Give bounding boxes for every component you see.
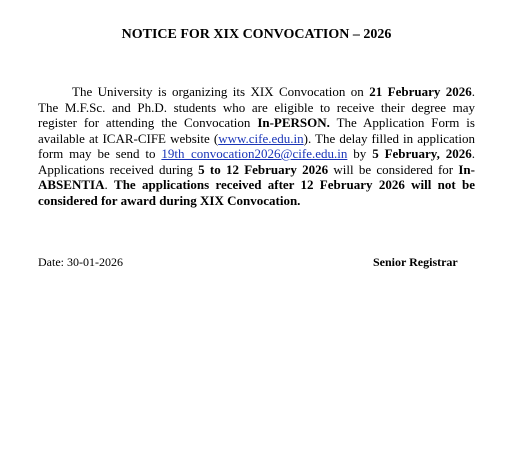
- notice-date: Date: 30-01-2026: [38, 255, 123, 269]
- convocation-date: 21 February 2026: [369, 84, 472, 99]
- body-text-segment: . Applications received during: [38, 146, 475, 177]
- closing-statement: The applications received after 12 February 2026 will not be considered for award during XIX Convocation.: [38, 177, 475, 208]
- in-person-mode: In-PERSON.: [257, 115, 330, 130]
- body-text-segment: The Application Form is available at ICAR-CIFE website (: [38, 115, 475, 146]
- absentia-window: 5 to 12 February 2026: [198, 161, 329, 177]
- notice-body: [38, 84, 475, 208]
- in-absentia-mode: In-ABSENTIA: [38, 161, 475, 192]
- body-text-segment: ). The delay filled in application form may be send to: [38, 130, 475, 161]
- body-text-segment: . The M.F.Sc. and Ph.D. students who are eligible to receive their degree may register for attending the Convocation: [38, 84, 475, 130]
- registration-deadline: 5 February, 2026: [372, 146, 472, 161]
- signatory: Senior Registrar: [373, 255, 458, 269]
- notice-title: NOTICE FOR XIX CONVOCATION – 2026: [121, 27, 392, 42]
- body-text-segment: The University is organizing its XIX Convocation on: [72, 84, 370, 99]
- body-text-segment: .: [104, 177, 115, 192]
- email-link[interactable]: 19th_convocation2026@cife.edu.in: [161, 146, 348, 161]
- body-text-segment: by: [347, 146, 373, 161]
- website-link[interactable]: www.cife.edu.in: [218, 130, 304, 146]
- body-text-segment: will be considered for: [328, 161, 459, 177]
